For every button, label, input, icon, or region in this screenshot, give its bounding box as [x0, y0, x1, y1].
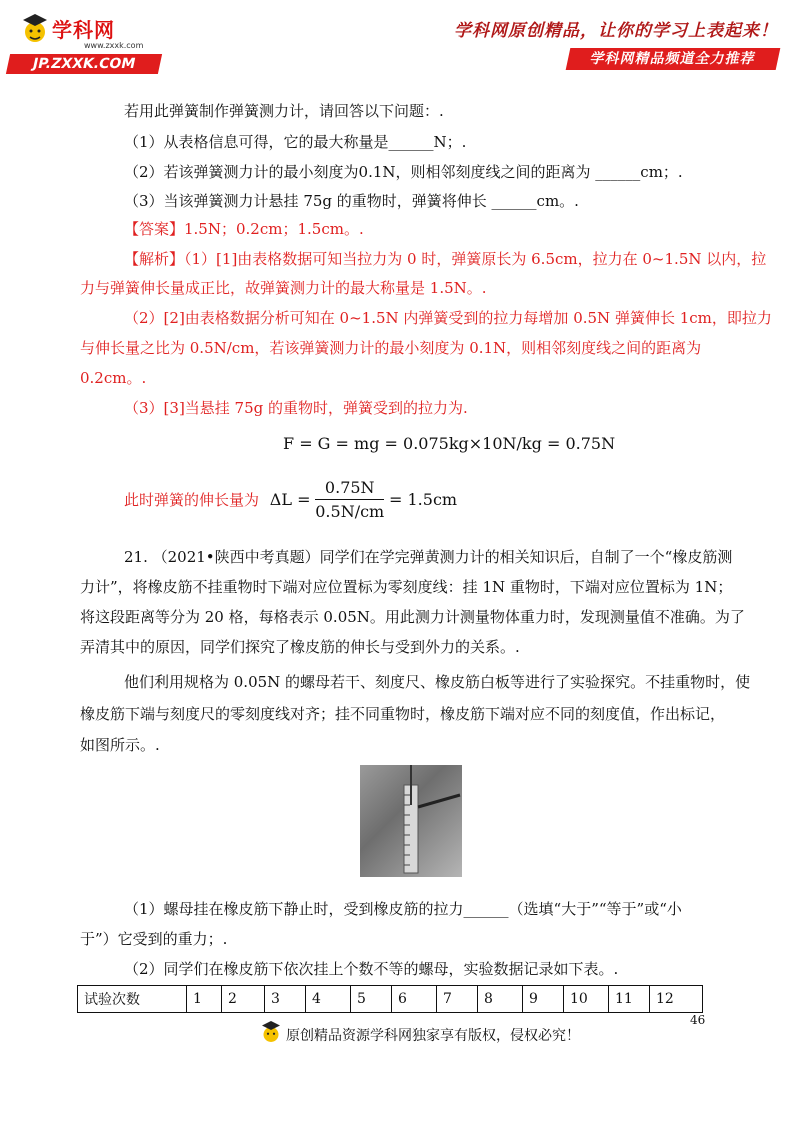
table-row	[78, 986, 703, 1013]
formula-extension-lhs: ΔL =	[269, 490, 311, 509]
analysis-line-2a: （2）[2]由表格数据分析可知在 0~1.5N 内弹簧受到的拉力每增加 0.5N 弹簧伸长 1cm，即拉力	[124, 309, 772, 327]
sub-question-2: （2）同学们在橡皮筋下依次挂上个数不等的螺母，实验数据记录如下表。.	[124, 960, 619, 978]
page-number: 46	[690, 1013, 706, 1027]
formula-extension-rhs: = 1.5cm	[389, 490, 458, 509]
logo-name: 学科网	[52, 18, 115, 42]
experiment-photo	[360, 765, 462, 877]
footer-mascot-icon	[258, 1018, 284, 1048]
answer-text: 【答案】1.5N；0.2cm；1.5cm。.	[124, 220, 364, 238]
paragraph-2-line-c: 如图所示。.	[80, 736, 160, 754]
analysis-line-1a: 【解析】（1）[1]由表格数据可知当拉力为 0 时，弹簧原长为 6.5cm，拉力在 0~1.5N 以内，拉	[124, 250, 767, 268]
mascot-icon	[20, 10, 50, 50]
table-cell: 9	[523, 986, 564, 1013]
table-cell: 1	[187, 986, 222, 1013]
formula-denominator: 0.5N/cm	[315, 502, 385, 521]
analysis-line-2b: 与伸长量之比为 0.5N/cm，若该弹簧测力计的最小刻度为 0.1N，则相邻刻度线之间的距离为	[80, 339, 702, 357]
table-cell: 6	[392, 986, 437, 1013]
formula-extension-prefix: 此时弹簧的伸长量为	[124, 491, 260, 509]
table-cell: 8	[478, 986, 523, 1013]
table-cell: 10	[564, 986, 609, 1013]
formula-extension	[124, 478, 457, 521]
sub-question-1-line-a: （1）螺母挂在橡皮筋下静止时，受到橡皮筋的拉力______（选填“大于”“等于”或“小	[124, 900, 682, 918]
formula-numerator: 0.75N	[315, 478, 384, 500]
question-21-line-c: 将这段距离等分为 20 格，每格表示 0.05N。用此测力计测量物体重力时，发现测量值不准确。为了	[80, 608, 745, 626]
footer-copyright: 原创精品资源学科网独家享有版权，侵权必究！	[286, 1028, 580, 1044]
paragraph-2-line-b: 橡皮筋下端与刻度尺的零刻度线对齐；挂不同重物时，橡皮筋下端对应不同的刻度值，作出标记，	[80, 705, 726, 723]
header-promo-banner: 学科网精品频道全力推荐	[566, 48, 781, 70]
header-slogan: 学科网原创精品，让你的学习上表起来！	[454, 21, 778, 41]
analysis-line-1b: 力与弹簧伸长量成正比，故弹簧测力计的最大称量是 1.5N。.	[80, 279, 487, 297]
question-21-line-d: 弄清其中的原因，同学们探究了橡皮筋的伸长与受到外力的关系。.	[80, 638, 520, 656]
table-cell: 3	[265, 986, 306, 1013]
table-cell: 7	[437, 986, 478, 1013]
experiment-table	[77, 985, 703, 1013]
question-2: （2）若该弹簧测力计的最小刻度为0.1N，则相邻刻度线之间的距离为 ______cm；.	[124, 163, 683, 181]
analysis-line-2c: 0.2cm。.	[80, 369, 147, 387]
table-cell: 2	[222, 986, 265, 1013]
paragraph-2-line-a: 他们利用规格为 0.05N 的螺母若干、刻度尺、橡皮筋白板等进行了实验探究。不挂重物时，使	[124, 673, 751, 691]
logo-sub: www.zxxk.com	[84, 41, 144, 50]
table-cell: 5	[351, 986, 392, 1013]
analysis-line-3: （3）[3]当悬挂 75g 的重物时，弹簧受到的拉力为.	[124, 399, 468, 417]
sub-question-1-line-b: 于”）它受到的重力；.	[80, 930, 228, 948]
question-21-line-b: 力计”，将橡皮筋不挂重物时下端对应位置标为零刻度线：挂 1N 重物时，下端对应位置标为 1N；	[80, 578, 733, 596]
table-header-cell: 试验次数	[78, 986, 187, 1013]
formula-force: F = G = mg = 0.075kg×10N/kg = 0.75N	[283, 434, 616, 453]
site-logo	[20, 10, 160, 54]
logo-domain: JP.ZXXK.COM	[6, 54, 162, 74]
table-cell: 12	[650, 986, 703, 1013]
question-21-line-a: 21. （2021•陕西中考真题）同学们在学完弹黄测力计的相关知识后，自制了一个“橡皮筋测	[124, 548, 733, 566]
ruler-rubber-band-image	[360, 765, 462, 877]
intro-text: 若用此弹簧制作弹簧测力计，请回答以下问题：.	[124, 102, 444, 120]
question-1: （1）从表格信息可得，它的最大称量是______N；.	[124, 133, 467, 151]
table-cell: 4	[306, 986, 351, 1013]
formula-extension-fraction	[315, 478, 384, 521]
table-cell: 11	[609, 986, 650, 1013]
question-3: （3）当该弹簧测力计悬挂 75g 的重物时，弹簧将伸长 ______cm。.	[124, 192, 579, 210]
